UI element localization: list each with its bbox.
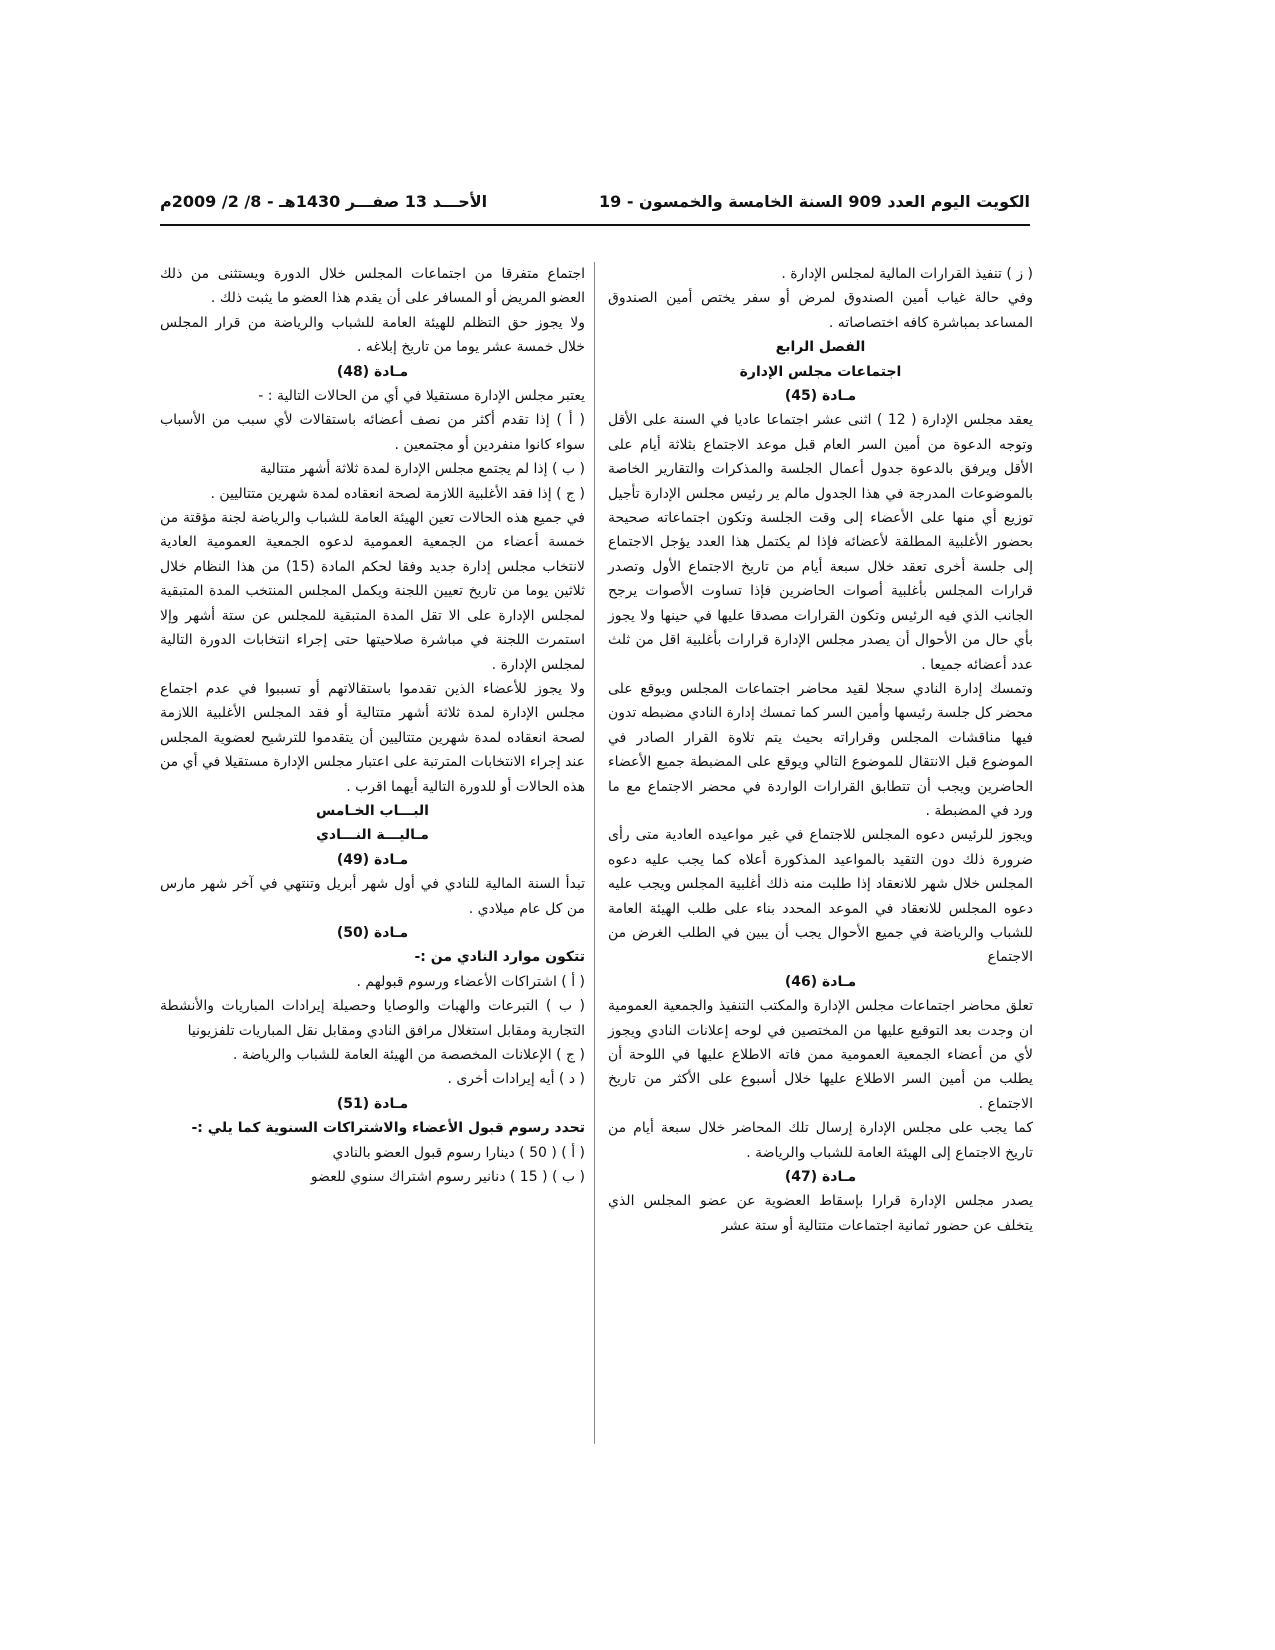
paragraph: ( ز ) تنفيذ القرارات المالية لمجلس الإدارة . (781, 266, 1033, 282)
running-header (160, 192, 1030, 228)
paragraph: يعقد مجلس الإدارة ( 12 ) اثنى عشر اجتماعا عاديا في السنة على الأقل وتوجه الدعوة من أمين السر العام قبل موعد الاجتماع بثلاثة أيام على الأقل ويرفق بالدعوة جدول أعمال الجلسة والمذكرات والتقارير الخاصة بالموضوعات المدرجة في هذا الجدول مالم ير رئيس مجلس الإدارة تأجيل توزيع أي منها على الأعضاء إلى وقت الجلسة وتكون اجتماعاته صحيحة بحضور الأغلبية المطلقة لأعضائه فإذا لم يكتمل هذا العدد يؤجل الاجتماع إلى جلسة أخرى تعقد خلال سبعة أيام من تاريخ الاجتماع الأول وتصدر قرارات المجلس بأغلبية أصوات الحاضرين فإذا تساوت الأصوات يرجح الجانب الذي فيه الرئيس وتكون القرارات مصدقا عليها في حينها ولا يجوز بأي حال من الأحوال أن يصدر مجلس الإدارة قرارات بأغلبية اقل من ثلث عدد أعضائه جميعا . (608, 412, 1033, 673)
paragraph: يعتبر مجلس الإدارة مستقيلا في أي من الحالات التالية : - (258, 388, 585, 405)
article-heading: مـادة (51) (336, 1095, 409, 1112)
column-divider (594, 262, 595, 1444)
header-date: الأحـــد 13 صفـــر 1430هـ - 8/ 2/ 2009م (160, 192, 488, 211)
article-heading: مـادة (46) (784, 973, 857, 990)
list-item: ( أ ) إذا تقدم أكثر من نصف أعضائه باستقالات لأي سبب من الأسباب سواء كانوا منفردين أو مجتمعين . (160, 412, 585, 453)
list-item: ( أ ) اشتراكات الأعضاء ورسوم قبولهم . (356, 973, 585, 990)
paragraph: تحدد رسوم قبول الأعضاء والاشتراكات السنوية كما يلي :- (191, 1120, 585, 1137)
left-column (160, 262, 585, 1189)
chapter-heading: الفصل الرابع (775, 339, 866, 356)
list-item: ( أ ) ( 50 ) دينارا رسوم قبول العضو بالنادي (332, 1144, 585, 1161)
paragraph: تعلق محاضر اجتماعات مجلس الإدارة والمكتب التنفيذ والجمعية العمومية ان وجدت بعد التوقيع عليها من المختصين في لوحه إعلانات النادي ويجوز لأي من أعضاء الجمعية العمومية ممن فاته الاطلاع عليها في اللوحة أن يطلب من أمين السر الاطلاع عليها خلال أسبوع على الأكثر من تاريخ الاجتماع . (608, 998, 1033, 1112)
part-heading: البـــاب الخـامس (316, 802, 429, 819)
article-heading: مـادة (47) (784, 1169, 857, 1186)
right-column (608, 262, 1033, 1238)
header-rule (160, 224, 1030, 226)
paragraph: في جميع هذه الحالات تعين الهيئة العامة للشباب والرياضة لجنة مؤقتة من خمسة أعضاء من الجمعية العمومية لدعوه الجمعية العمومية العادية لانتخاب مجلس إدارة جديد وفقا لحكم المادة (15) من هذا النظام خلال ثلاثين يوما من تاريخ تعيين اللجنة ويكمل المجلس المنتخب المدة المتبقية لمجلس الإدارة على الا تقل المدة المتبقية للمجلس عن ستة أشهر وإلا استمرت اللجنة في مباشرة صلاحيتها حتى إجراء انتخابات الدورة التالية لمجلس الإدارة . (160, 510, 585, 673)
list-item: ( د ) أيه إيرادات أخرى . (447, 1071, 585, 1088)
paragraph: يصدر مجلس الإدارة قرارا بإسقاط العضوية عن عضو المجلس الذي يتخلف عن حضور ثمانية اجتماعات متتالية أو ستة عشر (608, 1193, 1033, 1234)
paragraph: وفي حالة غياب أمين الصندوق لمرض أو سفر يختص أمين الصندوق المساعد بمباشرة كافه اختصاصاته . (608, 290, 1033, 331)
list-item: ( ج ) إذا فقد الأغلبية اللازمة لصحة انعقاده لمدة شهرين متتاليين . (210, 485, 585, 502)
list-item: ( ب ) ( 15 ) دنانير رسوم اشتراك سنوي للعضو (310, 1169, 585, 1186)
chapter-title: اجتماعات مجلس الإدارة (739, 363, 902, 380)
article-heading: مـادة (49) (336, 851, 409, 868)
paragraph: وتمسك إدارة النادي سجلا لقيد محاضر اجتماعات المجلس ويوقع على محضر كل جلسة رئيسها وأمين السر كما تمسك إدارة النادي مضبطه تدون فيها مناقشات المجلس وقراراته بحيث يتم تلاوة القرار الصادر في الموضوع قبل الانتقال للموضوع التالي ويوقع على المضبطة جميع الأعضاء الحاضرين ويجب أن تتطابق القرارات الواردة في محضر الاجتماع مع ما ورد في المضبطة . (608, 680, 1033, 819)
article-heading: مـادة (50) (336, 924, 409, 941)
article-heading: مـادة (45) (784, 388, 857, 405)
paragraph: ولا يجوز للأعضاء الذين تقدموا باستقالاتهم أو تسببوا في عدم اجتماع مجلس الإدارة لمدة ثلاثة أشهر متتالية أو فقد المجلس الأغلبية اللازمة لصحة انعقاده لمدة شهرين متتاليين أن يتقدموا للترشيح لعضوية المجلس عند إجراء الانتخابات المترتبة على اعتبار مجلس الإدارة مستقيلا في أي من هذه الحالات أو للدورة التالية أيهما اقرب . (160, 680, 585, 795)
header-issue-info: الكويت اليوم العدد 909 السنة الخامسة والخمسون - 19 (598, 192, 1030, 211)
article-heading: مـادة (48) (336, 363, 409, 380)
part-title: مـاليـــة النـــادي (316, 827, 429, 844)
paragraph: كما يجب على مجلس الإدارة إرسال تلك المحاضر خلال سبعة أيام من تاريخ الاجتماع إلى الهيئة العامة للشباب والرياضة . (608, 1120, 1033, 1161)
list-item: ( ج ) الإعلانات المخصصة من الهيئة العامة للشباب والرياضة . (232, 1047, 585, 1063)
list-item: ( ب ) التبرعات والهبات والوصايا وحصيلة إيرادات المباريات والأنشطة التجارية ومقابل استغلال مرافق النادي ومقابل نقل المباريات تلفزيونيا (160, 998, 585, 1039)
list-item: ( ب ) إذا لم يجتمع مجلس الإدارة لمدة ثلاثة أشهر متتالية (259, 461, 585, 478)
paragraph: ولا يجوز حق التظلم للهيئة العامة للشباب والرياضة من قرار المجلس خلال خمسة عشر يوما من تاريخ إبلاغه . (160, 314, 585, 356)
paragraph: تتكون موارد النادي من :- (414, 949, 585, 966)
paragraph: ويجوز للرئيس دعوه المجلس للاجتماع في غير مواعيده العادية متى رأى ضرورة ذلك دون التقيد بالمواعيد المذكورة أعلاه كما يجب عليه دعوه المجلس خلال شهر للانعقاد إذا طلبت منه ذلك أغلبية المجلس ويجب عليه دعوه المجلس للانعقاد في الموعد المحدد بناء على طلب الهيئة العامة للشباب والرياضة في جميع الأحوال يجب أن يبين في الطلب الغرض من الاجتماع (608, 827, 1033, 966)
paragraph: اجتماع متفرقا من اجتماعات المجلس خلال الدورة ويستثنى من ذلك العضو المريض أو المسافر على أن يقدم هذا العضو ما يثبت ذلك . (160, 266, 585, 307)
paragraph: تبدأ السنة المالية للنادي في أول شهر أبريل وتنتهي في آخر شهر مارس من كل عام ميلادي . (160, 876, 585, 917)
